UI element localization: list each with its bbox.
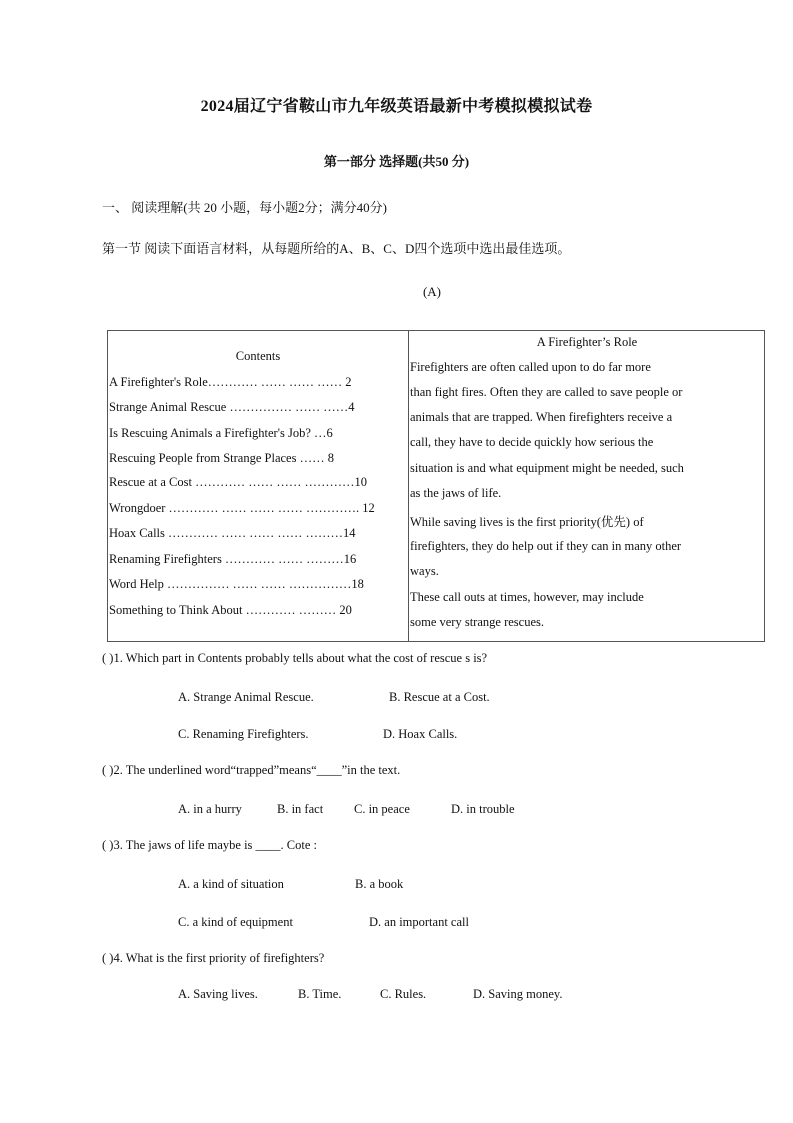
passage-label: (A) [422, 284, 442, 299]
article-line: Firefighters are often called upon to do far more [410, 360, 651, 374]
toc-item: Hoax Calls ………… …… …… …… ………14 [109, 526, 356, 540]
part-heading: 第一部分 选择题(共50 分) [323, 154, 470, 169]
toc-item: Renaming Firefighters ………… …… ………16 [109, 552, 357, 566]
article-line: While saving lives is the first priority(优先) of [410, 515, 644, 529]
article-line: ways. [410, 564, 439, 578]
article-line: call, they have to decide quickly how serious the [410, 435, 654, 449]
q3-option-b[interactable]: B. a book [355, 877, 404, 891]
exam-title: 2024届辽宁省鞍山市九年级英语最新中考模拟模拟试卷 [200, 98, 593, 115]
article-line: firefighters, they do help out if they can in many other [410, 539, 682, 553]
article-line: animals that are trapped. When firefighters receive a [410, 410, 673, 424]
toc-item: A Firefighter's Role………… …… …… …… 2 [109, 375, 352, 389]
question-4-stem: ( )4. What is the first priority of firefighters? [102, 951, 325, 965]
q2-option-a[interactable]: A. in a hurry [178, 802, 242, 816]
toc-item: Wrongdoer ………… …… …… …… …………. 12 [109, 501, 375, 515]
question-2-stem: ( )2. The underlined word“trapped”means“____”in the text. [102, 763, 401, 777]
q4-option-a[interactable]: A. Saving lives. [178, 987, 258, 1001]
section-heading: 一、 阅读理解(共 20 小题，每小题2分；满分40分) [102, 200, 387, 215]
toc-item: Rescue at a Cost ………… …… …… …………10 [109, 475, 367, 489]
article-line: situation is and what equipment might be needed, such [410, 461, 684, 475]
q1-option-c[interactable]: C. Renaming Firefighters. [178, 727, 309, 741]
toc-item: Strange Animal Rescue …………… …… ……4 [109, 400, 355, 414]
contents-cell [108, 331, 409, 642]
instruction-text: 第一节 阅读下面语言材料，从每题所给的A、B、C、D四个选项中选出最佳选项。 [102, 241, 571, 256]
q1-option-d[interactable]: D. Hoax Calls. [383, 727, 458, 741]
q3-option-a[interactable]: A. a kind of situation [178, 877, 284, 891]
reading-passage-table [107, 330, 765, 642]
article-line: as the jaws of life. [410, 486, 502, 500]
question-1-stem: ( )1. Which part in Contents probably tells about what the cost of rescue s is? [102, 651, 488, 665]
question-3-stem: ( )3. The jaws of life maybe is ____. Cote : [102, 838, 318, 852]
article-cell [409, 331, 765, 642]
article-line: than fight fires. Often they are called to save people or [410, 385, 683, 399]
q3-option-d[interactable]: D. an important call [369, 915, 469, 929]
q2-option-d[interactable]: D. in trouble [451, 802, 515, 816]
toc-item: Word Help …………… …… …… ……………18 [109, 577, 364, 591]
q2-option-c[interactable]: C. in peace [354, 802, 410, 816]
article-title: A Firefighter’s Role [536, 335, 638, 349]
q4-option-b[interactable]: B. Time. [298, 987, 342, 1001]
q1-option-a[interactable]: A. Strange Animal Rescue. [178, 690, 314, 704]
contents-heading: Contents [235, 349, 281, 363]
q1-option-b[interactable]: B. Rescue at a Cost. [389, 690, 490, 704]
article-line: some very strange rescues. [410, 615, 544, 629]
q2-option-b[interactable]: B. in fact [277, 802, 324, 816]
toc-item: Is Rescuing Animals a Firefighter's Job? …6 [109, 426, 333, 440]
toc-item: Something to Think About ………… ……… 20 [109, 603, 352, 617]
q3-option-c[interactable]: C. a kind of equipment [178, 915, 293, 929]
toc-item: Rescuing People from Strange Places …… 8 [109, 451, 334, 465]
q4-option-c[interactable]: C. Rules. [380, 987, 427, 1001]
article-line: These call outs at times, however, may include [410, 590, 644, 604]
q4-option-d[interactable]: D. Saving money. [473, 987, 563, 1001]
